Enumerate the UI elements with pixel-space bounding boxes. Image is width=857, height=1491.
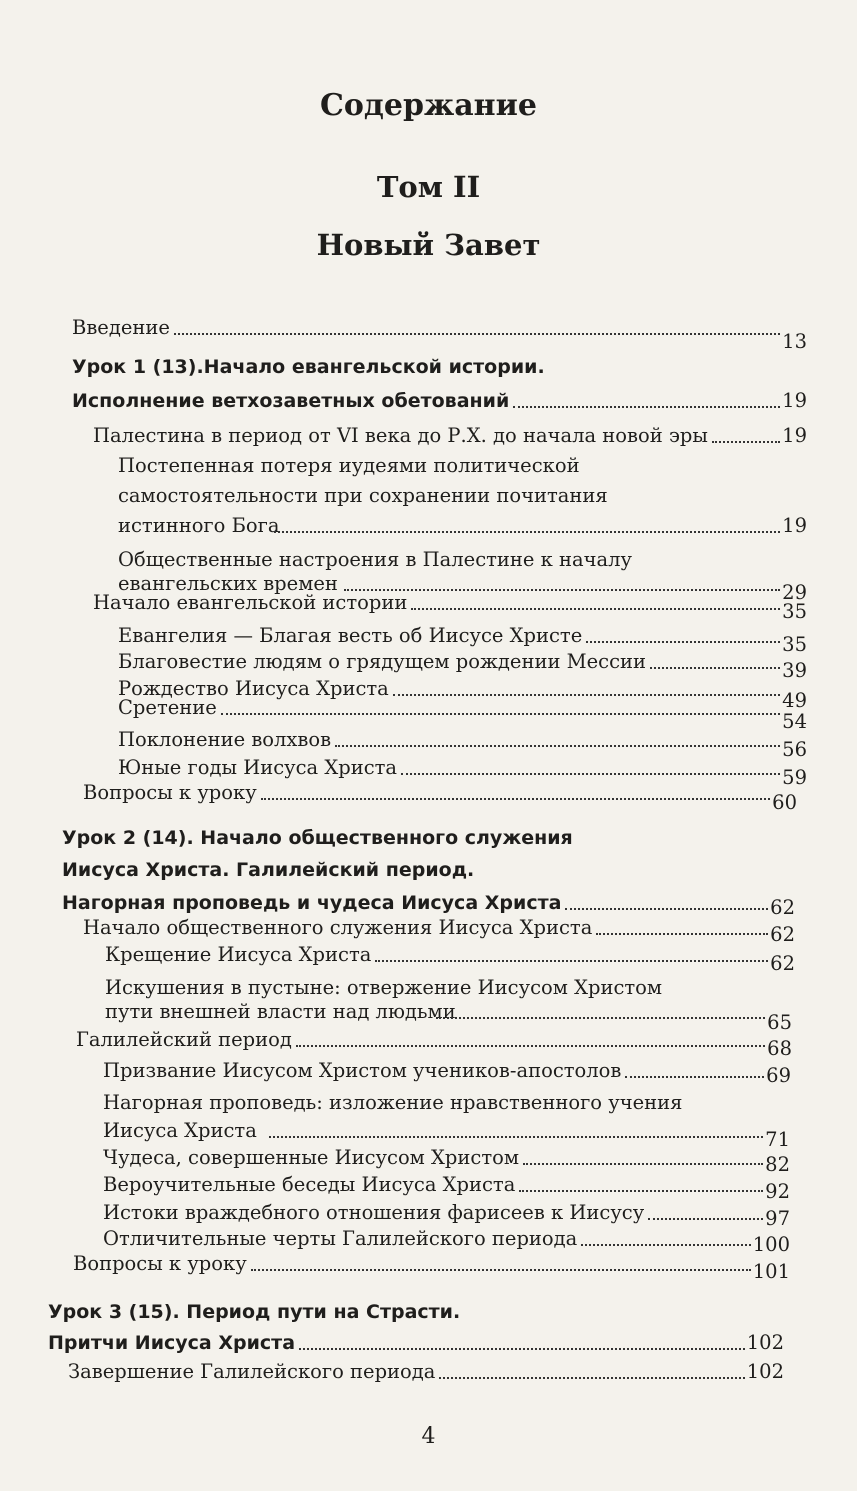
toc-entry-page: 19 [782,389,807,412]
leader-dots [650,667,780,669]
toc-entry-title-line[interactable]: Иисуса Христа [103,1119,257,1142]
leader-dots [513,406,780,408]
toc-entry-title: Отличительные черты Галилейского периода [103,1227,578,1250]
toc-entry-title: Вероучительные беседы Иисуса Христа [103,1173,516,1196]
toc-entry-page: 82 [765,1153,790,1176]
toc-entry-page: 19 [782,514,807,537]
toc-entry-page: 29 [782,581,807,604]
toc-entry-title: Чудеса, совершенные Иисусом Христом [103,1146,520,1169]
toc-entry-title-line[interactable]: самостоятельности при сохранении почитания [118,484,608,507]
leader-dots [299,1348,745,1350]
toc-entry-title: Призвание Иисусом Христом учеников-апостолов [103,1059,622,1082]
toc-entry-title: Поклонение волхвов [118,728,332,751]
lesson-3-heading-line2: Притчи Иисуса Христа [48,1332,296,1354]
toc-entry-title-line[interactable]: истинного Бога [118,514,280,537]
leader-dots [401,773,780,775]
toc-entry-page: 62 [770,952,795,975]
toc-entry-page: 102 [746,1360,784,1383]
leader-dots [648,1218,763,1220]
toc-entry-title: Истоки враждебного отношения фарисеев к Иисусу [103,1201,645,1224]
toc-entry-page: 54 [782,710,807,733]
toc-entry[interactable] [270,514,807,538]
toc-entry-title-line[interactable]: евангельских времен [118,572,338,595]
toc-entry-lesson-3[interactable] [48,1331,784,1355]
toc-entry-title: Евангелия — Благая весть об Иисусе Христе [118,624,583,647]
toc-entry-title: Благовестие людям о грядущем рождении Мессии [118,650,646,673]
toc-entry[interactable] [73,1252,790,1283]
leader-dots [625,1076,764,1078]
toc-entry-title: Начало евангельской истории [93,591,408,614]
leader-dots [296,1045,765,1047]
leader-dots [221,713,780,715]
toc-entry[interactable] [118,624,807,656]
toc-entry-title: Вопросы к уроку [73,1252,247,1275]
toc-entry-title-line[interactable]: Искушения в пустыне: отвержение Иисусом Христом [105,976,663,999]
leader-dots [269,1136,763,1138]
leader-dots [519,1190,763,1192]
toc-entry-title: Галилейский период [76,1028,292,1051]
leader-dots [565,908,768,910]
toc-entry-title: Сретение [118,696,217,719]
toc-entry-title: Рождество Иисуса Христа [118,677,389,700]
toc-entry-page: 56 [782,738,807,761]
leader-dots [261,798,771,800]
toc-entry[interactable] [103,1227,790,1256]
leader-dots [712,441,780,443]
toc-entry[interactable] [105,943,795,975]
leader-dots [274,531,780,533]
toc-entry-title: Юные годы Иисуса Христа [118,756,398,779]
toc-entry-page: 49 [782,689,807,712]
toc-entry-page: 71 [765,1128,790,1151]
toc-entry-title: Начало общественного служения Иисуса Христа [83,916,593,939]
toc-entry[interactable] [118,696,807,733]
toc-entry-page: 19 [782,424,807,447]
toc-entry[interactable] [93,424,807,448]
toc-entry-title-line[interactable]: пути внешней власти над людьми [105,1000,456,1023]
toc-entry-title-line[interactable]: Общественные настроения в Палестине к началу [118,548,633,571]
toc-entry[interactable] [83,916,795,946]
testament-title: Новый Завет [316,228,541,262]
leader-dots [335,745,780,747]
leader-dots [581,1244,750,1246]
leader-dots [436,1017,765,1019]
toc-entry-page: 68 [767,1037,792,1060]
toc-entry[interactable] [103,1146,790,1176]
toc-entry[interactable] [118,756,807,789]
page-number: 4 [421,1424,436,1449]
toc-entry-page: 59 [782,766,807,789]
leader-dots [523,1163,763,1165]
toc-entry-page: 101 [752,1260,790,1283]
toc-entry-title-line[interactable]: Нагорная проповедь: изложение нравственного учения [103,1091,683,1114]
toc-entry-page: 62 [770,896,795,919]
toc-entry-page: 62 [770,923,795,946]
toc-entry[interactable] [76,1028,792,1060]
toc-entry[interactable] [118,728,807,761]
leader-dots [586,641,780,643]
toc-entry-page: 102 [746,1331,784,1354]
toc-entry-page: 97 [765,1207,790,1230]
toc-entry[interactable] [103,1201,790,1230]
leader-dots [596,933,768,935]
leader-dots [174,333,780,335]
toc-entry[interactable] [103,1059,791,1087]
lesson-2-heading-line3: Нагорная проповедь и чудеса Иисуса Христа [62,892,562,914]
toc-entry-page: 39 [782,659,807,682]
toc-entry-title: Завершение Галилейского периода [68,1360,436,1383]
toc-entry-page: 65 [767,1011,792,1034]
toc-entry-page: 13 [782,330,807,353]
toc-entry-page: 69 [766,1064,791,1087]
toc-entry-title: Введение [72,316,170,339]
toc-entry-lesson-1[interactable] [72,389,807,413]
toc-entry-title: Палестина в период от VI века до Р.Х. до начала новой эры [93,424,708,447]
toc-entry[interactable] [68,1360,784,1384]
lesson-2-heading-line2[interactable]: Иисуса Христа. Галилейский период. [62,859,475,881]
lesson-3-heading-line1[interactable]: Урок 3 (15). Период пути на Страсти. [48,1301,461,1323]
toc-entry[interactable] [118,650,807,682]
toc-entry-page: 92 [765,1180,790,1203]
leader-dots [251,1269,751,1271]
lesson-1-heading-line2: Исполнение ветхозаветных обетований [72,390,510,412]
volume-title: Том II [376,170,481,204]
toc-entry[interactable] [103,1173,790,1203]
toc-entry-page: 35 [782,633,807,656]
toc-entry-page: 60 [772,791,797,814]
lesson-1-heading-line1[interactable]: Урок 1 (13).Начало евангельской истории. [72,356,545,378]
toc-entry-title: Вопросы к уроку [83,781,257,804]
leader-dots [411,608,780,610]
leader-dots [439,1377,744,1379]
toc-entry[interactable] [93,591,807,623]
toc-entry-lesson-2[interactable] [62,891,795,919]
toc-entry[interactable] [265,1119,790,1151]
leader-dots [375,960,768,962]
lesson-2-heading-line1[interactable]: Урок 2 (14). Начало общественного служения [62,827,573,849]
toc-entry[interactable] [83,781,797,814]
page-title: Содержание [320,88,537,123]
toc-entry-intro[interactable] [72,316,807,353]
toc-entry-page: 35 [782,600,807,623]
toc-entry[interactable] [432,1000,792,1034]
toc-entry-page: 100 [752,1233,790,1256]
toc-entry-title: Крещение Иисуса Христа [105,943,372,966]
toc-entry-title-line[interactable]: Постепенная потеря иудеями политической [118,454,580,477]
